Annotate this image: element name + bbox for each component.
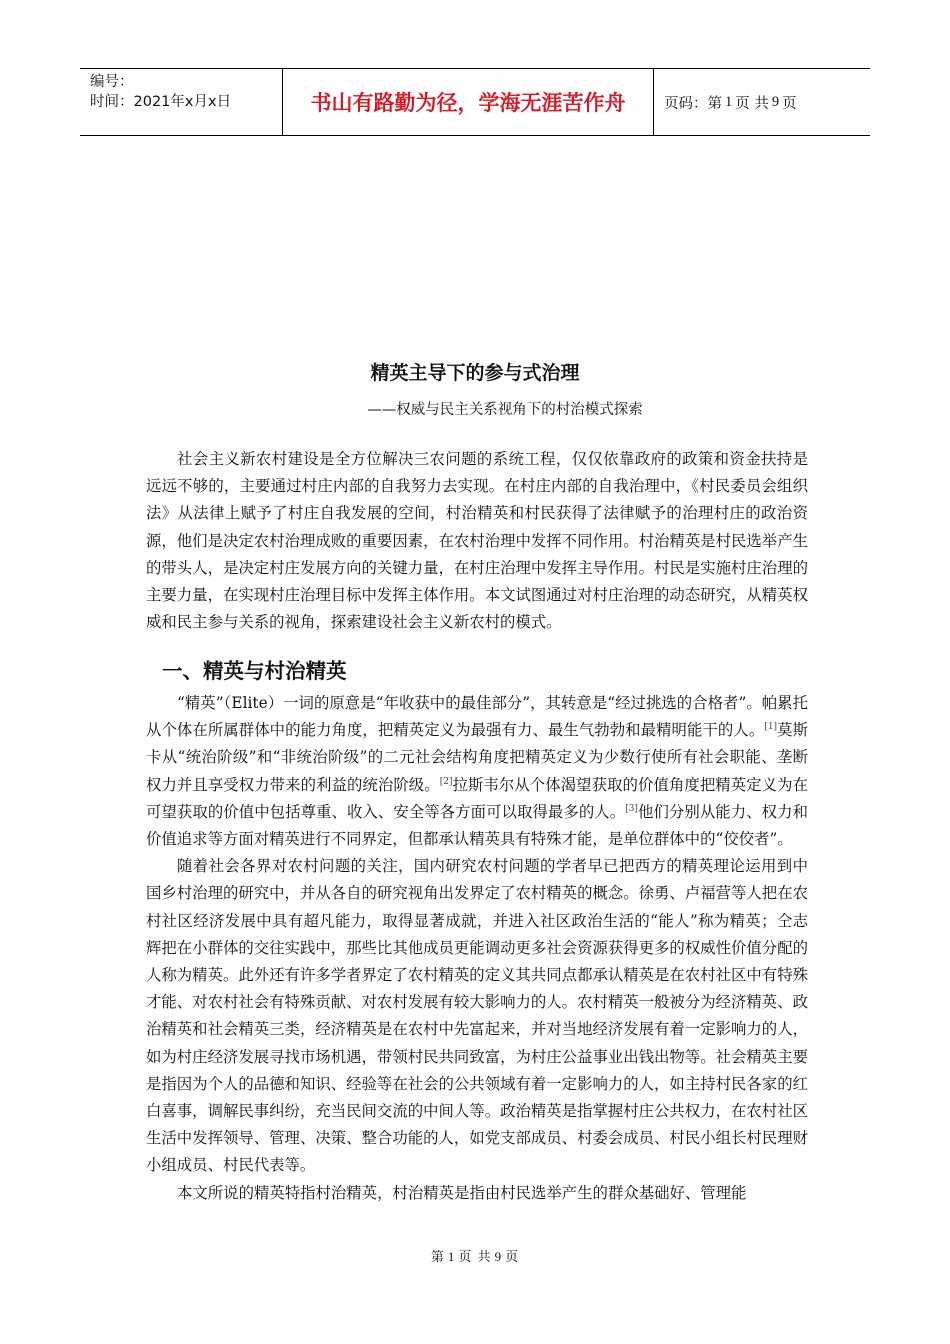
page-mid: 页 共 (735, 95, 769, 112)
header-motto: 书山有路勤为径，学海无涯苦作舟 (283, 69, 654, 135)
page-suffix: 页 (782, 95, 797, 112)
text-segment: 他们分别从能力、权力和价值追求等方面对精英进行不同界定，但都承认精英具有特殊才能，是单位群体中的“佼佼者”。 (146, 802, 808, 849)
date-label: 时间：2021年x月x日 (90, 94, 232, 110)
section-body (146, 690, 808, 1207)
header-meta (80, 69, 283, 135)
document-subtitle: ——权威与民主关系视角下的村治模式探索 (367, 402, 643, 418)
page-total: 9 (771, 93, 780, 110)
document-title: 精英主导下的参与式治理 (370, 362, 580, 384)
paragraph-elite-definition (146, 690, 808, 853)
header-page-number (654, 69, 870, 135)
footer-total: 9 (494, 1249, 503, 1264)
page-footer (0, 1246, 950, 1265)
paragraph-village-elite: 本文所说的精英特指村治精英，村治精英是指由村民选举产生的群众基础好、管理能 (177, 1183, 747, 1202)
footer-current: 1 (447, 1249, 456, 1264)
page-prefix: 页码：第 (664, 95, 722, 112)
footer-mid: 页 共 (458, 1250, 492, 1265)
footer-suffix: 页 (505, 1250, 520, 1265)
paragraph-rural-elite: 随着社会各界对农村问题的关注，国内研究农村问题的学者早已把西方的精英理论运用到中国乡村治理的研究中，并从各自的研究视角出发界定了农村精英的概念。徐勇、卢福营等人把在农村社区经济发展中具有超凡能力，取得显著成就，并进入社区政治生活的“能人”称为精英；仝志辉把在小群体的交往实践中，那些比其他成员更能调动更多社会资源获得更多的权威性价值分配的人称为精英。此外还有许多学者界定了农村精英的定义其共同点都承认精英是在农村社区中有特殊才能、对农村社会有特殊贡献、对农村发展有较大影响力的人。农村精英一般被分为经济精英、政治精英和社会精英三类，经济精英是在农村中先富起来，并对当地经济发展有着一定影响力的人，如为村庄经济发展寻找市场机遇，带领村民共同致富，为村庄公益事业出钱出物等。社会精英主要是指因为个人的品德和知识、经验等在社会的公共领域有着一定影响力的人，如主持村民各家的红白喜事，调解民事纠纷，充当民间交流的中间人等。政治精英是指掌握村庄公共权力，在农村社区生活中发挥领导、管理、决策、整合功能的人，如党支部成员、村委会成员、村民小组长村民理财小组成员、村民代表等。 (146, 857, 808, 1175)
citation-ref: [2] (439, 776, 453, 787)
serial-number-label: 编号： (90, 74, 134, 90)
footer-prefix: 第 (430, 1250, 445, 1265)
text-segment: “精英”（Elite）一词的原意是“年收获中的最佳部分”，其转意是“经过挑选的合格者”。帕累托从个体在所属群体中的能力角度，把精英定义为最强有力、最生气勃勃和最精明能干的人。 (146, 694, 808, 740)
text-segment: 莫斯卡从“统治阶级”和“非统治阶级”的二元社会结构角度把精英定义为少数行使所有社会职能、垄断权力并且享受权力带来的利益的统治阶级。 (146, 721, 808, 794)
text-segment: 拉斯韦尔从个体渴望获取的价值角度把精英定义为在可望获取的价值中包括尊重、收入、安全等各方面可以取得最多的人。 (146, 775, 808, 821)
intro-block (146, 446, 808, 636)
page-current: 1 (725, 93, 733, 110)
citation-ref: [1] (764, 722, 778, 733)
citation-ref: [3] (625, 803, 638, 814)
document-header (80, 68, 870, 136)
intro-paragraph: 社会主义新农村建设是全方位解决三农问题的系统工程，仅仅依靠政府的政策和资金扶持是远远不够的，主要通过村庄内部的自我努力去实现。在村庄内部的自我治理中，《村民委员会组织法》从法律上赋予了村庄自我发展的空间，村治精英和村民获得了法律赋予的治理村庄的政治资源，他们是决定农村治理成败的重要因素，在农村治理中发挥不同作用。村治精英是村民选举产生的带头人，是决定村庄发展方向的关键力量，在村庄治理中发挥主导作用。村民是实施村庄治理的主要力量，在实现村庄治理目标中发挥主体作用。本文试图通过对村庄治理的动态研究，从精英权威和民主参与关系的视角，探索建设社会主义新农村的模式。 (146, 450, 808, 632)
section-heading: 一、精英与村治精英 (162, 659, 347, 683)
